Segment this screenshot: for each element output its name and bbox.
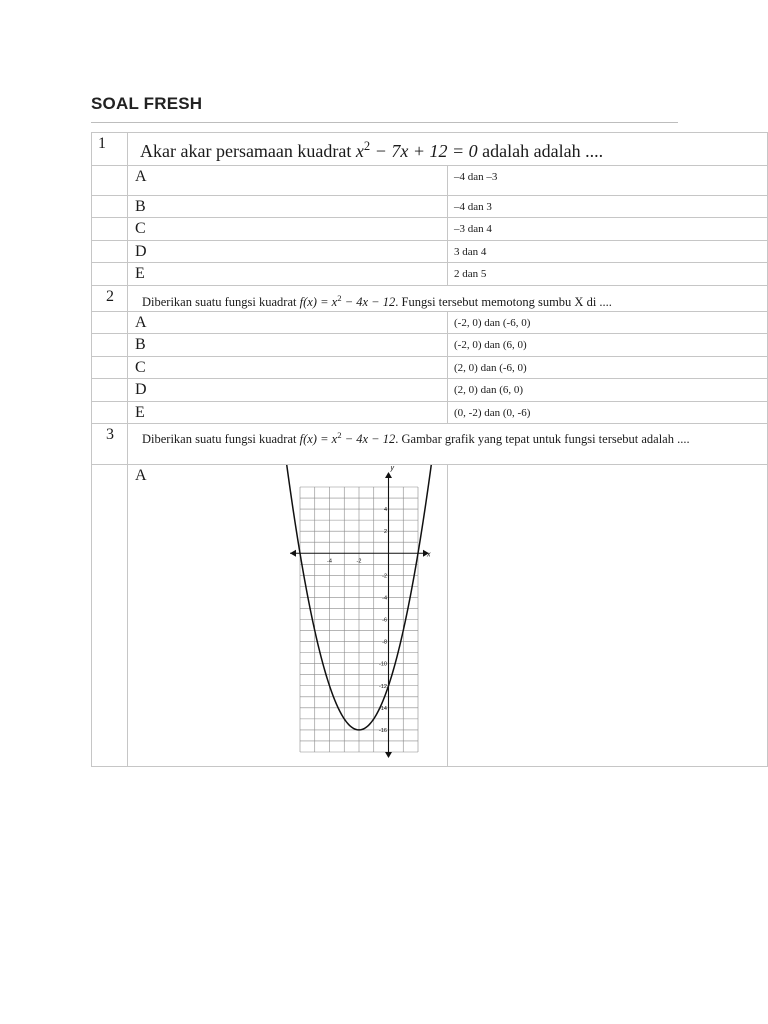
question-row xyxy=(92,286,768,312)
option-answer: (-2, 0) dan (6, 0) xyxy=(454,339,527,351)
option-row xyxy=(92,357,768,379)
question-text-cell xyxy=(128,286,768,312)
option-letter: D xyxy=(135,381,147,398)
y-tick-label: -14 xyxy=(379,705,387,712)
option-answer: 3 dan 4 xyxy=(454,246,487,258)
equation xyxy=(356,141,478,161)
option-answer: –3 dan 4 xyxy=(454,223,492,235)
option-answer: (2, 0) dan (-6, 0) xyxy=(454,362,527,374)
question-text-start: Diberikan suatu fungsi kuadrat xyxy=(142,432,300,447)
option-row xyxy=(92,196,768,218)
y-axis-arrow-down xyxy=(385,752,392,758)
question-text-end: . Fungsi tersebut memotong sumbu X di .... xyxy=(395,295,612,310)
y-tick-label: -16 xyxy=(379,727,387,734)
option-letter: A xyxy=(135,467,147,484)
option-letter: B xyxy=(135,198,146,215)
y-tick-label: 4 xyxy=(383,507,387,514)
y-tick-label: -8 xyxy=(382,639,387,646)
equation xyxy=(300,295,396,309)
option-answer: (-2, 0) dan (-6, 0) xyxy=(454,317,531,329)
equation-rest: − 7x + 12 = 0 xyxy=(370,141,478,161)
equation-variable: x xyxy=(355,141,364,161)
question-row xyxy=(92,424,768,465)
equation xyxy=(300,432,396,446)
question-text-start: Diberikan suatu fungsi kuadrat xyxy=(142,295,300,310)
option-row xyxy=(92,241,768,263)
question-number-cell xyxy=(92,424,128,465)
parabola-graph xyxy=(286,465,434,760)
option-answer: –4 dan –3 xyxy=(454,171,498,183)
equation-lhs: f(x) = x xyxy=(299,432,338,447)
option-row xyxy=(92,263,768,286)
question-number-cell xyxy=(92,286,128,312)
question-row xyxy=(92,133,768,166)
option-row xyxy=(92,312,768,334)
x-axis-arrow-left xyxy=(290,550,296,557)
question-text xyxy=(128,286,767,310)
option-letter: A xyxy=(135,168,147,185)
option-answer: –4 dan 3 xyxy=(454,201,492,213)
y-tick-label: -2 xyxy=(382,573,387,580)
option-letter: E xyxy=(135,265,145,282)
option-letter: A xyxy=(135,314,147,331)
option-row xyxy=(92,334,768,357)
equation-rest: − 4x − 12 xyxy=(341,295,396,310)
equation-exponent: 2 xyxy=(337,430,342,440)
question-text-end: . Gambar grafik yang tepat untuk fungsi tersebut adalah .... xyxy=(395,432,690,447)
equation-exponent: 2 xyxy=(363,139,371,153)
question-number: 3 xyxy=(106,426,114,443)
option-letter: B xyxy=(135,336,146,353)
graph-cell xyxy=(448,465,768,767)
option-answer: 2 dan 5 xyxy=(454,268,487,280)
option-letter: C xyxy=(135,359,146,376)
y-axis-label: y xyxy=(390,465,394,472)
y-tick-label: -6 xyxy=(382,617,387,624)
option-row xyxy=(92,166,768,196)
question-number: 2 xyxy=(106,288,114,305)
question-text xyxy=(128,424,767,448)
option-row xyxy=(92,402,768,424)
question-text-start: Akar akar persamaan kuadrat xyxy=(140,141,356,161)
equation-rest: − 4x − 12 xyxy=(341,432,396,447)
option-row xyxy=(92,218,768,241)
equation-exponent: 2 xyxy=(337,293,342,303)
y-tick-label: -12 xyxy=(379,683,387,690)
question-text-cell xyxy=(128,133,768,166)
equation-lhs: f(x) = x xyxy=(299,295,338,310)
option-answer: (2, 0) dan (6, 0) xyxy=(454,384,524,396)
y-axis-arrow-up xyxy=(385,472,392,478)
y-tick-label: -10 xyxy=(379,661,387,668)
question-text-cell xyxy=(128,424,768,465)
x-tick-label: -2 xyxy=(356,558,362,565)
graph-svg xyxy=(286,465,434,760)
question-text-end: adalah adalah .... xyxy=(477,141,604,161)
option-letter: C xyxy=(135,220,146,237)
x-tick-label: -4 xyxy=(327,558,332,565)
question-number-cell xyxy=(92,133,128,166)
option-letter: D xyxy=(135,243,147,260)
option-letter: E xyxy=(135,404,145,421)
option-answer: (0, -2) dan (0, -6) xyxy=(454,407,531,419)
document-title: SOAL FRESH xyxy=(91,94,203,113)
question-text xyxy=(128,133,767,162)
y-tick-label: -4 xyxy=(382,595,387,602)
option-row xyxy=(92,379,768,402)
title-divider xyxy=(91,122,678,123)
y-tick-label: 2 xyxy=(383,529,387,536)
question-number: 1 xyxy=(98,135,106,152)
x-axis-label: x xyxy=(427,551,431,559)
